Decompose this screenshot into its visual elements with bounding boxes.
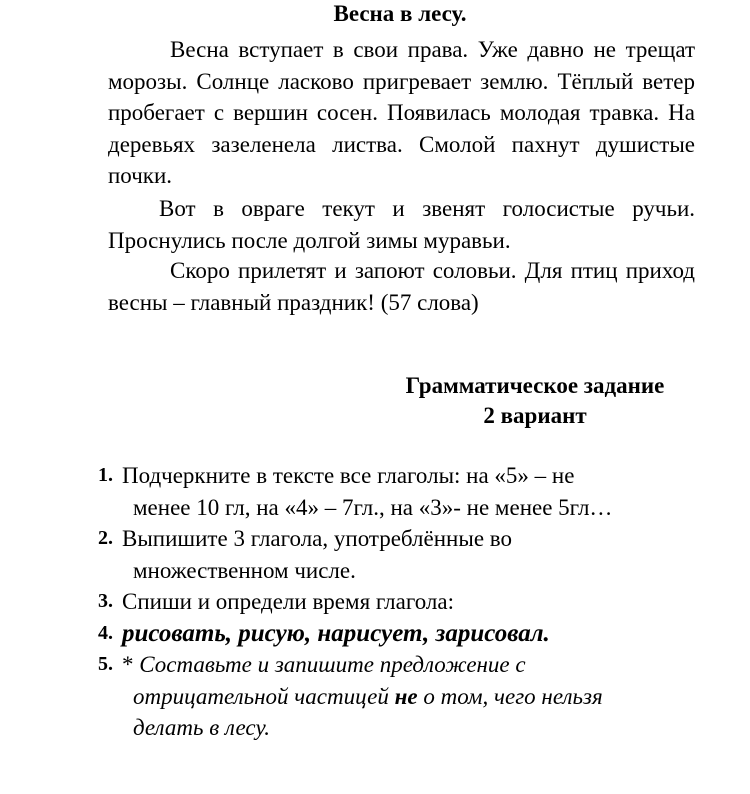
task-item-5 — [98, 649, 698, 744]
task-heading-title: Грамматическое задание — [405, 373, 665, 398]
negative-particle: не — [394, 683, 418, 709]
task-number: 1. — [98, 464, 113, 486]
task-text-part-1: Составьте и запишите предложение с — [139, 652, 526, 677]
task-item-3 — [98, 586, 698, 618]
paragraph-2: Вот в овраге текут и звенят голосистые ручьи. Проснулись после долгой зимы муравьи. — [108, 196, 695, 253]
task-heading — [350, 371, 720, 431]
task-list — [98, 460, 698, 744]
task-text-line-1: Подчеркните в тексте все глаголы: на «5» – не — [122, 463, 575, 488]
paragraph-1: Весна вступает в свои права. Уже давно не трещат морозы. Солнце ласково пригревает землю. Тёплый ветер пробегает с вершин сосен. Появилась молодая травка. На деревьях зазеленела листва. Смолой пахнут душистые почки. — [108, 37, 695, 188]
task-number: 3. — [98, 590, 113, 612]
task-text-line-2: менее 10 гл, на «4» – 7гл., на «3»- не менее 5гл… — [133, 494, 613, 520]
task-item-2 — [98, 523, 698, 586]
task-text-part-4: делать в лесу. — [133, 715, 270, 740]
text-title: Весна в лесу. — [333, 1, 467, 26]
task-heading-variant: 2 вариант — [483, 403, 587, 428]
task-number: 4. — [98, 621, 113, 644]
task-number: 2. — [98, 527, 113, 549]
paragraph-3: Скоро прилетят и запоют соловьи. Для птиц приход весны – главный праздник! (57 слова) — [108, 258, 695, 315]
task-text-line-1: Спиши и определи время глагола: — [122, 589, 454, 614]
task-item-1 — [98, 460, 698, 523]
task-text-part-3: о том, чего нельзя — [423, 683, 603, 709]
task-text-line-1: Выпишите 3 глагола, употреблённые во — [122, 526, 512, 551]
task-item-4 — [98, 618, 698, 650]
task-text-part-2: отрицательной частицей — [133, 683, 389, 709]
verb-forms: рисовать, рисую, нарисует, зарисовал. — [122, 619, 550, 647]
task-text-line-2: множественном числе. — [133, 557, 356, 583]
task-number: 5. — [98, 653, 113, 675]
task-star: * — [122, 652, 134, 677]
